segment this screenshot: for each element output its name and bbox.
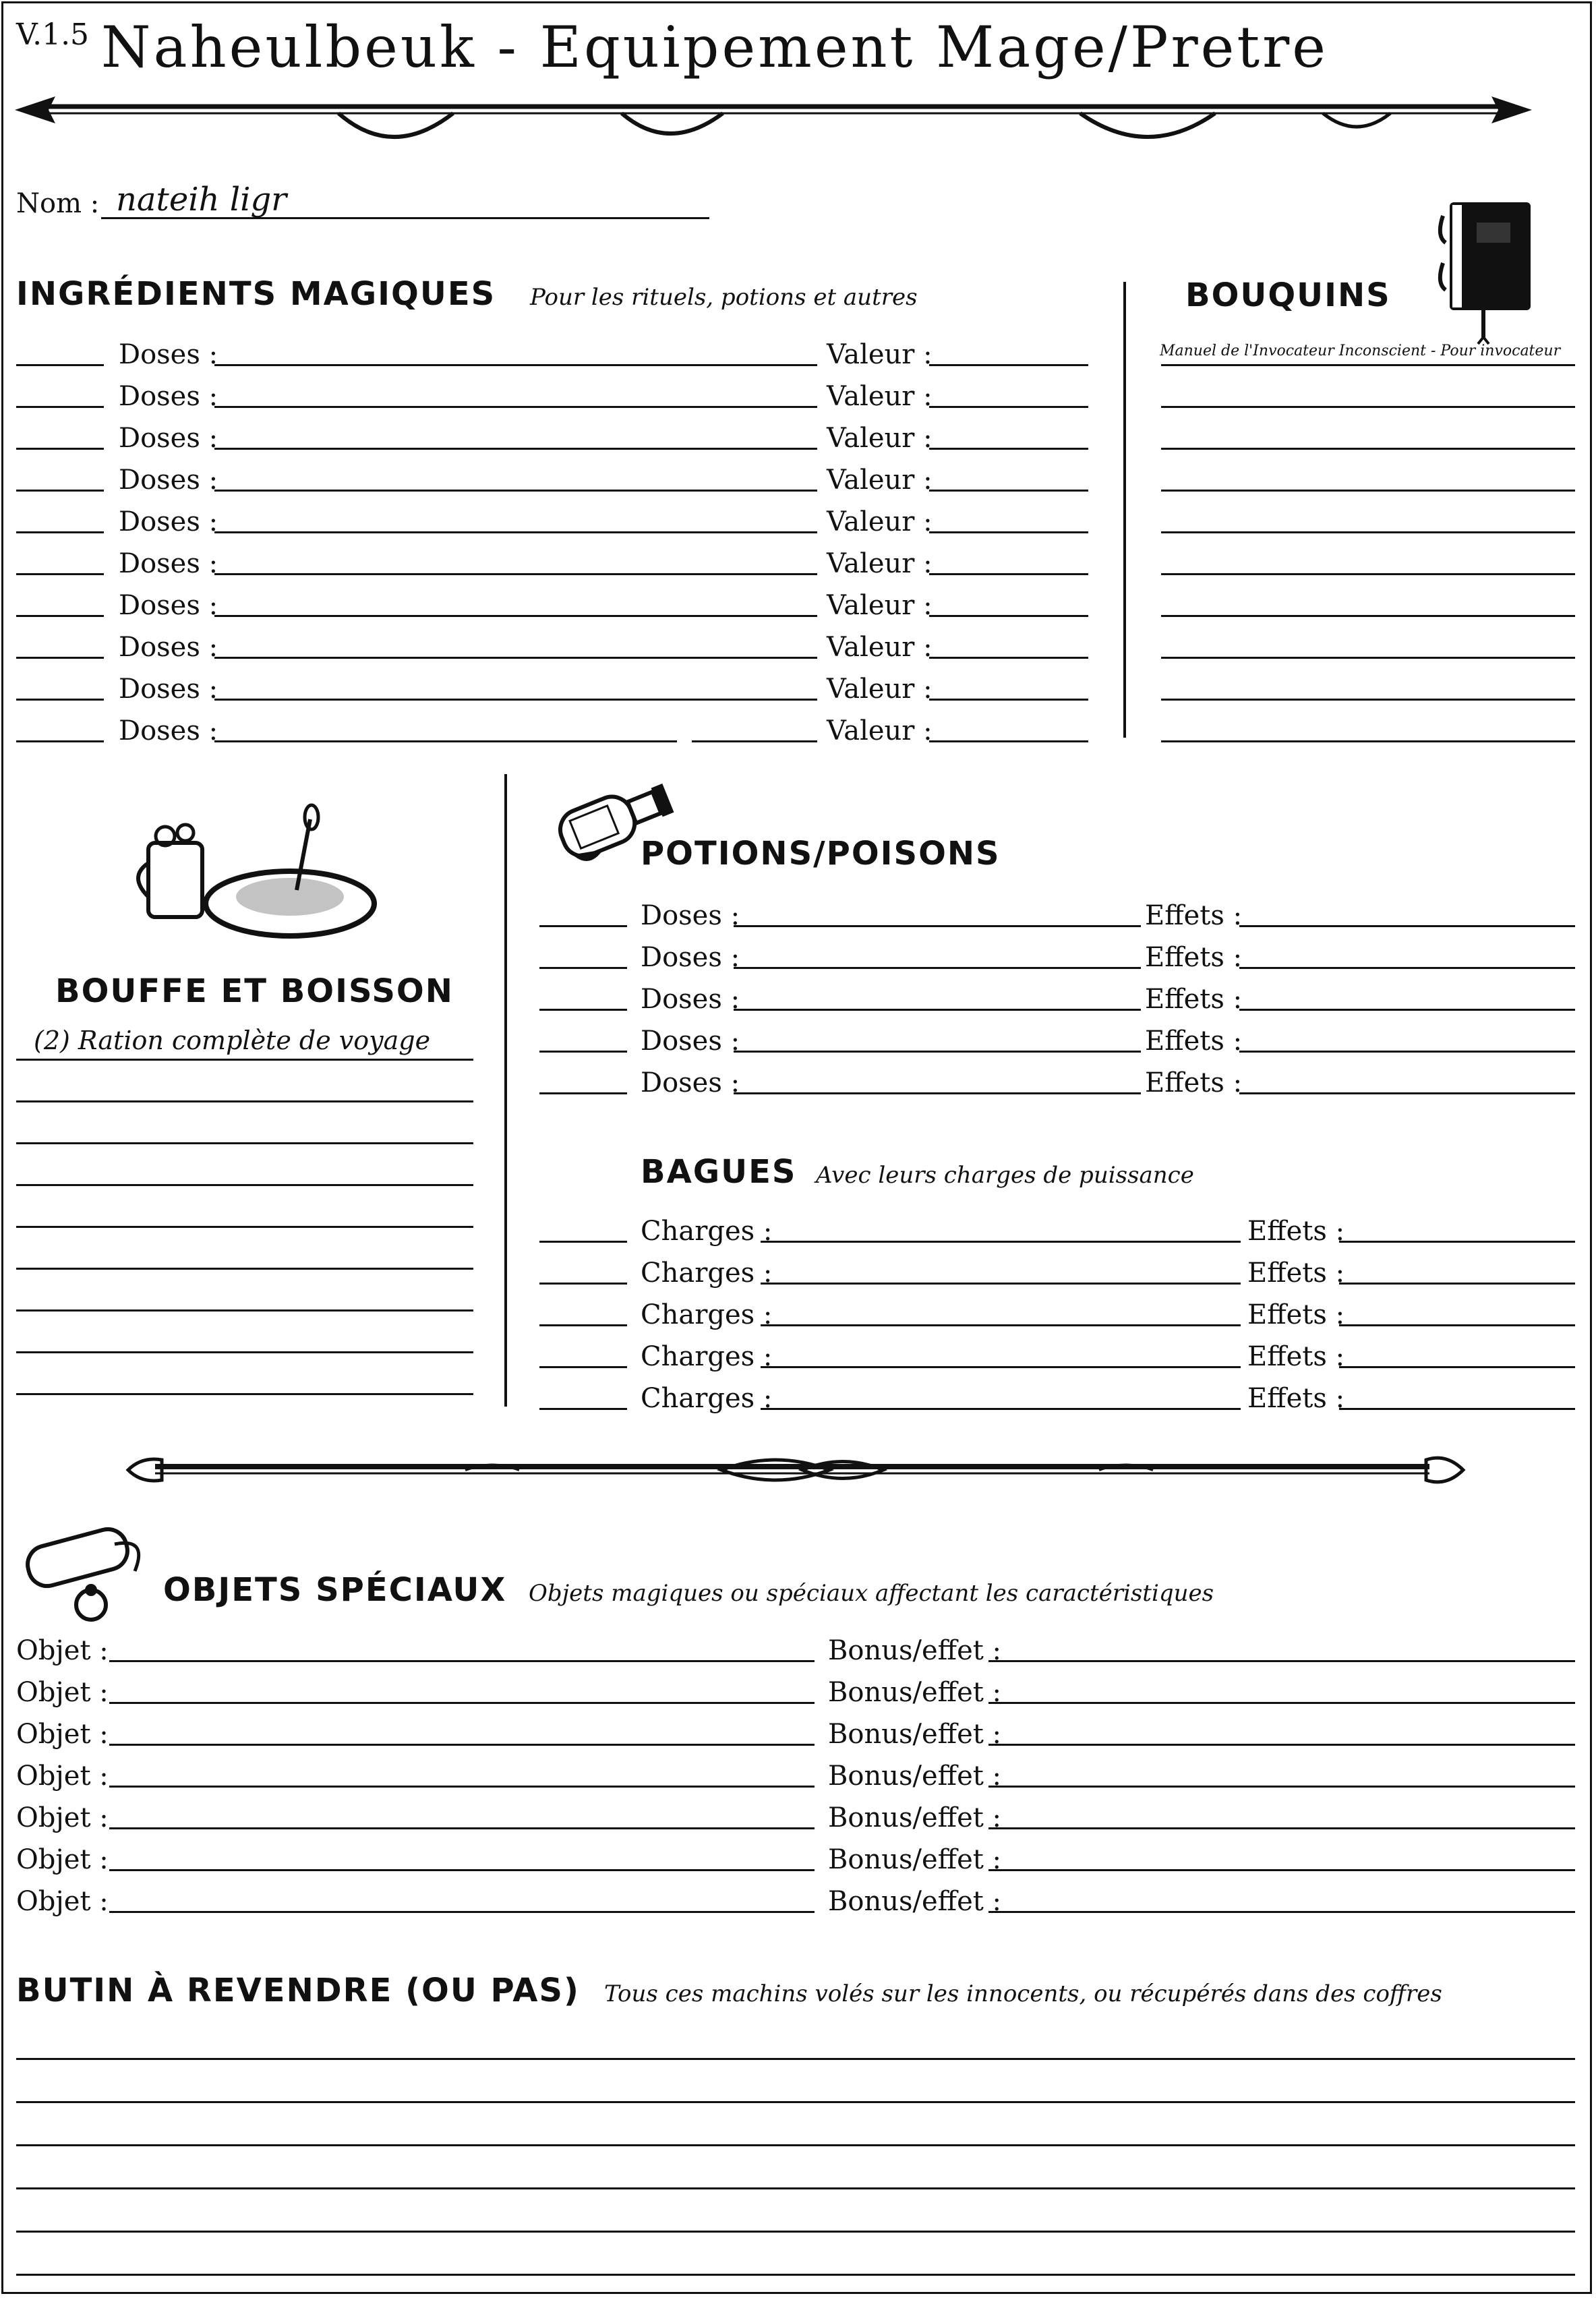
ingredient-name-field[interactable] [214, 364, 817, 366]
ingredient-doses-label: Doses : [119, 674, 218, 705]
objet-bonus-label: Bonus/effet : [828, 1886, 1002, 1917]
potion-doses-label: Doses : [641, 942, 740, 973]
potion-qty-field[interactable] [539, 1092, 627, 1094]
bague-effets-label: Effets : [1247, 1341, 1345, 1372]
objet-bonus-label: Bonus/effet : [828, 1677, 1002, 1708]
bague-charges-field[interactable] [761, 1324, 1241, 1326]
bouquin-field[interactable] [1161, 657, 1575, 659]
bouquin-field[interactable] [1161, 573, 1575, 575]
ingredient-doses-label: Doses : [119, 465, 218, 496]
potion-effets-field[interactable] [1239, 1092, 1575, 1094]
potion-doses-label: Doses : [641, 900, 740, 931]
ingredient-valeur-field[interactable] [929, 740, 1088, 742]
potion-effets-label: Effets : [1145, 984, 1243, 1015]
objet-label: Objet : [16, 1844, 109, 1875]
bague-effets-label: Effets : [1247, 1299, 1345, 1330]
bouffe-field[interactable] [16, 1226, 473, 1228]
ingredients-subtitle: Pour les rituels, potions et autres [530, 284, 918, 311]
bagues-title: BAGUES [641, 1153, 797, 1191]
objet-bonus-field[interactable] [988, 1827, 1575, 1829]
potion-qty-field[interactable] [539, 925, 627, 927]
objet-field[interactable] [109, 1869, 815, 1871]
potion-effets-field[interactable] [1239, 1009, 1575, 1011]
objet-bonus-label: Bonus/effet : [828, 1719, 1002, 1750]
ingredient-qty-field[interactable] [16, 490, 104, 492]
staff-divider-icon [128, 1443, 1463, 1497]
butin-subtitle: Tous ces machins volés sur les innocents, ou récupérés dans des coffres [604, 1980, 1442, 2007]
bouquins-title: BOUQUINS [1185, 276, 1391, 314]
ingredient-valeur-field[interactable] [929, 406, 1088, 408]
objet-bonus-field[interactable] [988, 1660, 1575, 1662]
bouquin-field[interactable] [1161, 406, 1575, 408]
objet-label: Objet : [16, 1761, 109, 1792]
ingredient-valeur-field[interactable] [929, 448, 1088, 450]
divider-vertical-bouquins [1123, 282, 1126, 738]
potion-doses-label: Doses : [641, 1026, 740, 1057]
butin-field[interactable] [16, 2058, 1575, 2060]
ingredient-valeur-label: Valeur : [827, 339, 933, 370]
objet-field[interactable] [109, 1827, 815, 1829]
objet-bonus-field[interactable] [988, 1911, 1575, 1913]
bouffe-field[interactable] [16, 1184, 473, 1186]
ingredient-name-field[interactable] [214, 573, 817, 575]
objet-bonus-field[interactable] [988, 1869, 1575, 1871]
objet-label: Objet : [16, 1719, 109, 1750]
objet-bonus-label: Bonus/effet : [828, 1802, 1002, 1833]
bouquin-field[interactable] [1161, 364, 1575, 366]
bague-effets-label: Effets : [1247, 1258, 1345, 1289]
potion-qty-field[interactable] [539, 1051, 627, 1053]
objet-bonus-field[interactable] [988, 1786, 1575, 1788]
bague-effets-field[interactable] [1339, 1283, 1575, 1285]
name-label: Nom : [16, 188, 100, 219]
bague-charges-field[interactable] [761, 1241, 1241, 1243]
objet-label: Objet : [16, 1802, 109, 1833]
ingredient-doses-label: Doses : [119, 381, 218, 412]
ingredient-name-field[interactable] [214, 406, 817, 408]
ingredient-valeur-field[interactable] [929, 699, 1088, 701]
bague-effets-field[interactable] [1339, 1408, 1575, 1410]
ingredient-doses-label: Doses : [119, 548, 218, 579]
food-plate-icon [135, 802, 378, 944]
bouffe-field[interactable] [16, 1100, 473, 1102]
ingredient-doses-label: Doses : [119, 339, 218, 370]
ingredient-name-field[interactable] [214, 490, 817, 492]
objet-label: Objet : [16, 1677, 109, 1708]
ingredient-qty-field[interactable] [16, 615, 104, 617]
bouquins-entry-1: Manuel de l'Invocateur Inconscient - Pour invocateur [1160, 343, 1561, 359]
bouquin-field[interactable] [1161, 490, 1575, 492]
potion-name-field[interactable] [734, 1092, 1141, 1094]
bouquin-field[interactable] [1161, 699, 1575, 701]
objet-field[interactable] [109, 1786, 815, 1788]
bouffe-field[interactable] [16, 1393, 473, 1395]
book-icon [1436, 196, 1544, 344]
objet-field[interactable] [109, 1911, 815, 1913]
bague-qty-field[interactable] [539, 1241, 627, 1243]
bouffe-field[interactable] [16, 1059, 473, 1061]
objet-bonus-field[interactable] [988, 1702, 1575, 1704]
ingredient-qty-field[interactable] [16, 448, 104, 450]
bague-charges-label: Charges : [641, 1258, 773, 1289]
ingredient-doses-label: Doses : [119, 423, 218, 454]
ingredient-valeur-label: Valeur : [827, 381, 933, 412]
ingredient-name-field[interactable] [214, 740, 677, 742]
name-field[interactable]: nateih ligr [116, 181, 287, 218]
page-title: Naheulbeuk - Equipement Mage/Pretre [101, 14, 1328, 80]
objet-field[interactable] [109, 1702, 815, 1704]
bouffe-field[interactable] [16, 1309, 473, 1312]
potion-doses-label: Doses : [641, 1067, 740, 1098]
ingredient-qty-field[interactable] [16, 364, 104, 366]
version-label: V.1.5 [16, 18, 90, 52]
spear-divider-icon [15, 86, 1532, 147]
bouffe-title: BOUFFE ET BOISSON [55, 972, 454, 1010]
objet-bonus-label: Bonus/effet : [828, 1761, 1002, 1792]
ingredients-title: INGRÉDIENTS MAGIQUES [16, 275, 496, 313]
bague-charges-field[interactable] [761, 1408, 1241, 1410]
bague-effets-field[interactable] [1339, 1324, 1575, 1326]
name-line [101, 217, 709, 219]
bouffe-field[interactable] [16, 1351, 473, 1353]
potion-effets-label: Effets : [1145, 1067, 1243, 1098]
ingredient-valeur-label: Valeur : [827, 590, 933, 621]
bague-effets-label: Effets : [1247, 1216, 1345, 1247]
potion-name-field[interactable] [734, 925, 1141, 927]
objets-title: OBJETS SPÉCIAUX [163, 1571, 507, 1609]
ingredient-name-field[interactable] [214, 615, 817, 617]
bouffe-field[interactable] [16, 1268, 473, 1270]
butin-field[interactable] [16, 2187, 1575, 2189]
potion-name-field[interactable] [734, 1009, 1141, 1011]
butin-field[interactable] [16, 2144, 1575, 2146]
ingredient-valeur-label: Valeur : [827, 632, 933, 663]
potion-effets-field[interactable] [1239, 1051, 1575, 1053]
ingredient-qty-field[interactable] [16, 699, 104, 701]
objet-bonus-field[interactable] [988, 1744, 1575, 1746]
ingredient-qty-field[interactable] [16, 406, 104, 408]
objet-label: Objet : [16, 1635, 109, 1666]
bouquin-field[interactable] [1161, 615, 1575, 617]
ingredient-valeur-field[interactable] [929, 573, 1088, 575]
ingredient-name-field[interactable] [214, 531, 817, 533]
bagues-subtitle: Avec leurs charges de puissance [816, 1162, 1194, 1189]
bouquin-field[interactable] [1161, 531, 1575, 533]
bague-charges-label: Charges : [641, 1299, 773, 1330]
ingredient-name-field[interactable] [214, 448, 817, 450]
potion-effets-field[interactable] [1239, 925, 1575, 927]
potion-qty-field[interactable] [539, 1009, 627, 1011]
divider-vertical-bouffe [504, 774, 507, 1407]
ingredient-name-field-extra[interactable] [692, 740, 817, 742]
ingredient-valeur-label: Valeur : [827, 548, 933, 579]
ingredient-name-field[interactable] [214, 657, 817, 659]
bague-qty-field[interactable] [539, 1408, 627, 1410]
bague-charges-label: Charges : [641, 1341, 773, 1372]
bague-effets-label: Effets : [1247, 1383, 1345, 1414]
potion-name-field[interactable] [734, 1051, 1141, 1053]
bague-charges-label: Charges : [641, 1216, 773, 1247]
ingredient-qty-field[interactable] [16, 740, 104, 742]
bague-effets-field[interactable] [1339, 1241, 1575, 1243]
bague-charges-label: Charges : [641, 1383, 773, 1414]
potion-effets-label: Effets : [1145, 900, 1243, 931]
bouquin-field[interactable] [1161, 448, 1575, 450]
ingredient-qty-field[interactable] [16, 531, 104, 533]
potion-qty-field[interactable] [539, 967, 627, 969]
ingredient-qty-field[interactable] [16, 573, 104, 575]
objet-bonus-label: Bonus/effet : [828, 1844, 1002, 1875]
ingredient-name-field[interactable] [214, 699, 817, 701]
butin-field[interactable] [16, 2231, 1575, 2233]
ingredient-qty-field[interactable] [16, 657, 104, 659]
ingredient-doses-label: Doses : [119, 590, 218, 621]
potions-title: POTIONS/POISONS [641, 835, 1001, 873]
butin-field[interactable] [16, 2101, 1575, 2103]
ingredient-valeur-field[interactable] [929, 364, 1088, 366]
bouquin-field[interactable] [1161, 740, 1575, 742]
butin-title: BUTIN À REVENDRE (OU PAS) [16, 1972, 580, 2009]
potion-effets-label: Effets : [1145, 1026, 1243, 1057]
butin-field[interactable] [16, 2274, 1575, 2276]
bague-charges-field[interactable] [761, 1283, 1241, 1285]
bague-qty-field[interactable] [539, 1366, 627, 1368]
potion-effets-label: Effets : [1145, 942, 1243, 973]
objet-field[interactable] [109, 1660, 815, 1662]
objet-field[interactable] [109, 1744, 815, 1746]
bague-charges-field[interactable] [761, 1366, 1241, 1368]
ingredient-valeur-field[interactable] [929, 531, 1088, 533]
ingredient-valeur-field[interactable] [929, 615, 1088, 617]
ingredient-valeur-label: Valeur : [827, 506, 933, 537]
scroll-ring-icon [13, 1510, 155, 1632]
potion-effets-field[interactable] [1239, 967, 1575, 969]
bague-qty-field[interactable] [539, 1283, 627, 1285]
objet-bonus-label: Bonus/effet : [828, 1635, 1002, 1666]
bouffe-field[interactable] [16, 1142, 473, 1144]
ingredient-valeur-field[interactable] [929, 490, 1088, 492]
ingredient-doses-label: Doses : [119, 506, 218, 537]
ingredient-valeur-label: Valeur : [827, 465, 933, 496]
objets-subtitle: Objets magiques ou spéciaux affectant les caractéristiques [529, 1580, 1214, 1607]
potion-doses-label: Doses : [641, 984, 740, 1015]
bague-qty-field[interactable] [539, 1324, 627, 1326]
bouffe-entry-1: (2) Ration complète de voyage [34, 1026, 431, 1055]
ingredient-valeur-label: Valeur : [827, 715, 933, 746]
potion-name-field[interactable] [734, 967, 1141, 969]
ingredient-valeur-label: Valeur : [827, 423, 933, 454]
objet-label: Objet : [16, 1886, 109, 1917]
ingredient-valeur-field[interactable] [929, 657, 1088, 659]
ingredient-doses-label: Doses : [119, 632, 218, 663]
ingredient-valeur-label: Valeur : [827, 674, 933, 705]
ingredient-doses-label: Doses : [119, 715, 218, 746]
bague-effets-field[interactable] [1339, 1366, 1575, 1368]
